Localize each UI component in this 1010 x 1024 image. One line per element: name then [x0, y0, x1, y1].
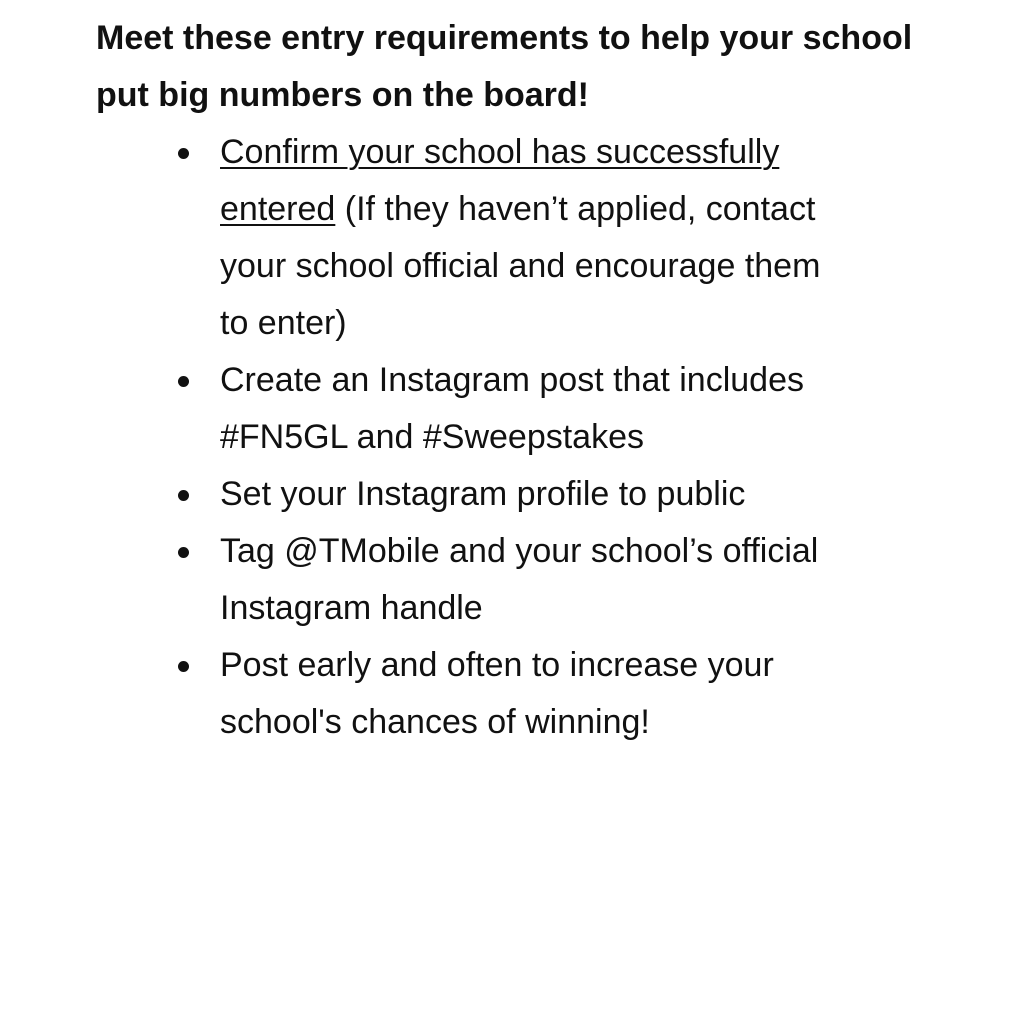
requirement-text: Post early and often to increase your school's chances of winning!: [220, 646, 774, 741]
requirement-item-tag-accounts: [220, 523, 840, 637]
requirement-item-confirm-entry: [220, 124, 840, 352]
requirement-text: Set your Instagram profile to public: [220, 475, 746, 513]
bullet-icon: [178, 148, 189, 159]
requirement-text: (If they haven’t applied, contact your school official and encourage them to enter): [220, 190, 821, 342]
requirement-item-public-profile: [220, 466, 840, 523]
requirement-text: Tag @TMobile and your school’s official Instagram handle: [220, 532, 819, 627]
bullet-icon: [178, 661, 189, 672]
entry-requirements-heading: Meet these entry requirements to help your school put big numbers on the board!: [96, 19, 913, 114]
bullet-icon: [178, 376, 189, 387]
bullet-icon: [178, 547, 189, 558]
requirement-item-create-post: [220, 352, 840, 466]
requirement-item-post-often: [220, 637, 840, 751]
bullet-icon: [178, 490, 189, 501]
requirement-text: Create an Instagram post that includes #FN5GL and #Sweepstakes: [220, 361, 804, 456]
requirements-list: [96, 124, 840, 751]
confirm-school-entry-link[interactable]: Confirm your school has successfully entered: [220, 133, 780, 228]
